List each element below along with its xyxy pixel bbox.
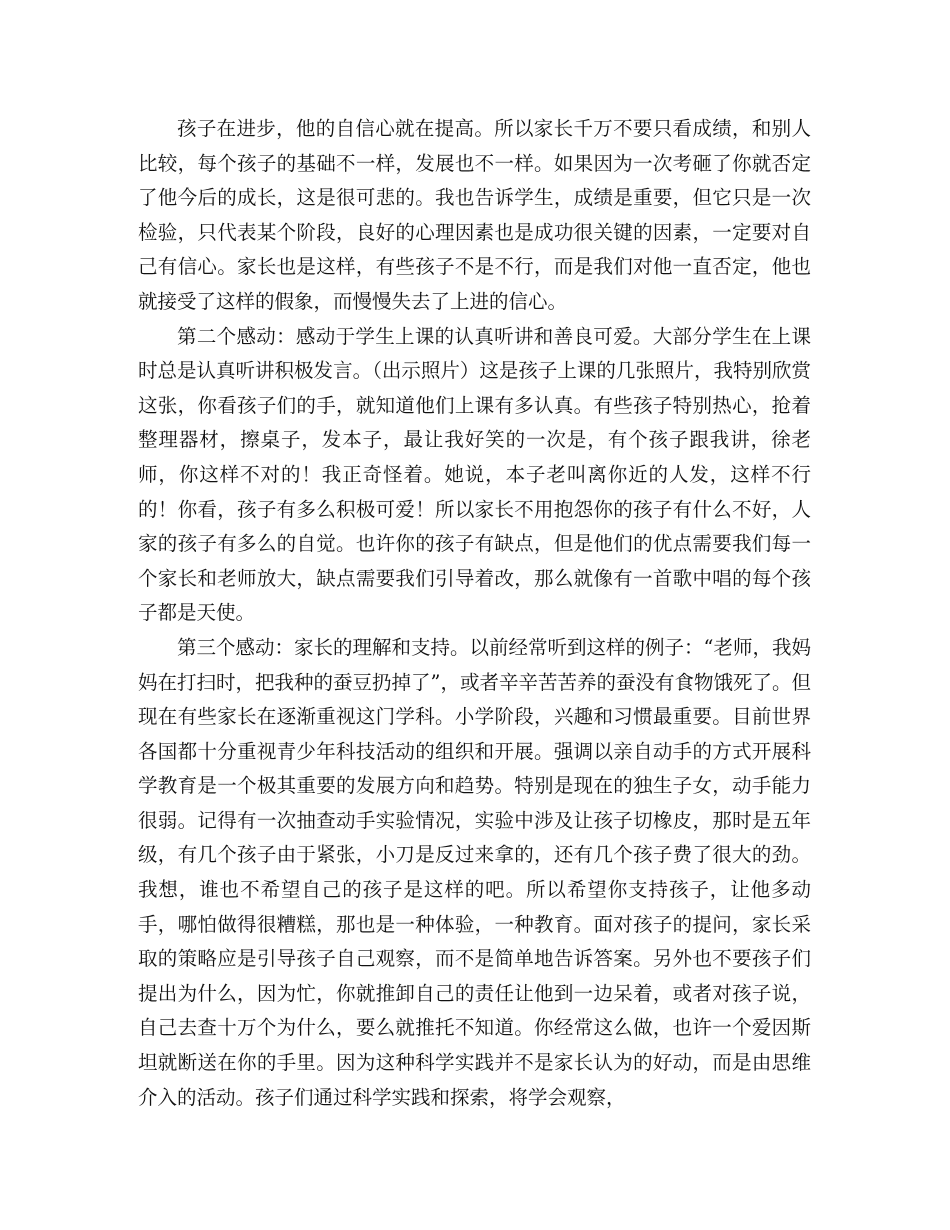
document-body — [138, 112, 811, 1115]
paragraph-1: 孩子在进步，他的自信心就在提高。所以家长千万不要只看成绩，和别人比较，每个孩子的基础不一样，发展也不一样。如果因为一次考砸了你就否定了他今后的成长，这是很可悲的。我也告诉学生，成绩是重要，但它只是一次检验，只代表某个阶段，良好的心理因素也是成功很关键的因素，一定要对自己有信心。家长也是这样，有些孩子不是不行，而是我们对他一直否定，他也就接受了这样的假象，而慢慢失去了上进的信心。 — [138, 117, 811, 313]
paragraph-2: 第二个感动：感动于学生上课的认真听讲和善良可爱。大部分学生在上课时总是认真听讲积极发言。（出示照片）这是孩子上课的几张照片，我特别欣赏这张，你看孩子们的手，就知道他们上课有多认真。有些孩子特别热心，抢着整理器材，擦桌子，发本子，最让我好笑的一次是，有个孩子跟我讲，徐老师，你这样不对的！我正奇怪着。她说，本子老叫离你近的人发，这样不行的！你看，孩子有多么积极可爱！所以家长不用抱怨你的孩子有什么不好，人家的孩子有多么的自觉。也许你的孩子有缺点，但是他们的优点需要我们每一个家长和老师放大，缺点需要我们引导着改，那么就像有一首歌中唱的每个孩子都是天使。 — [138, 324, 811, 625]
paragraph-3: 第三个感动：家长的理解和支持。以前经常听到这样的例子：“老师，我妈妈在打扫时，把我种的蚕豆扔掉了”，或者辛辛苦苦养的蚕没有食物饿死了。但现在有些家长在逐渐重视这门学科。小学阶段，兴趣和习惯最重要。目前世界各国都十分重视青少年科技活动的组织和开展。强调以亲自动手的方式开展科学教育是一个极其重要的发展方向和趋势。特别是现在的独生子女，动手能力很弱。记得有一次抽查动手实验情况，实验中涉及让孩子切橡皮，那时是五年级，有几个孩子由于紧张，小刀是反过来拿的，还有几个孩子费了很大的劲。我想，谁也不希望自己的孩子是这样的吧。所以希望你支持孩子，让他多动手，哪怕做得很糟糕，那也是一种体验，一种教育。面对孩子的提问，家长采取的策略应是引导孩子自己观察，而不是简单地告诉答案。另外也不要孩子们提出为什么，因为忙，你就推卸自己的责任让他到一边呆着，或者对孩子说，自己去查十万个为什么，要么就推托不知道。你经常这么做，也许一个爱因斯坦就断送在你的手里。因为这种科学实践并不是家长认为的好动，而是由思维介入的活动。孩子们通过科学实践和探索，将学会观察， — [138, 635, 811, 1109]
